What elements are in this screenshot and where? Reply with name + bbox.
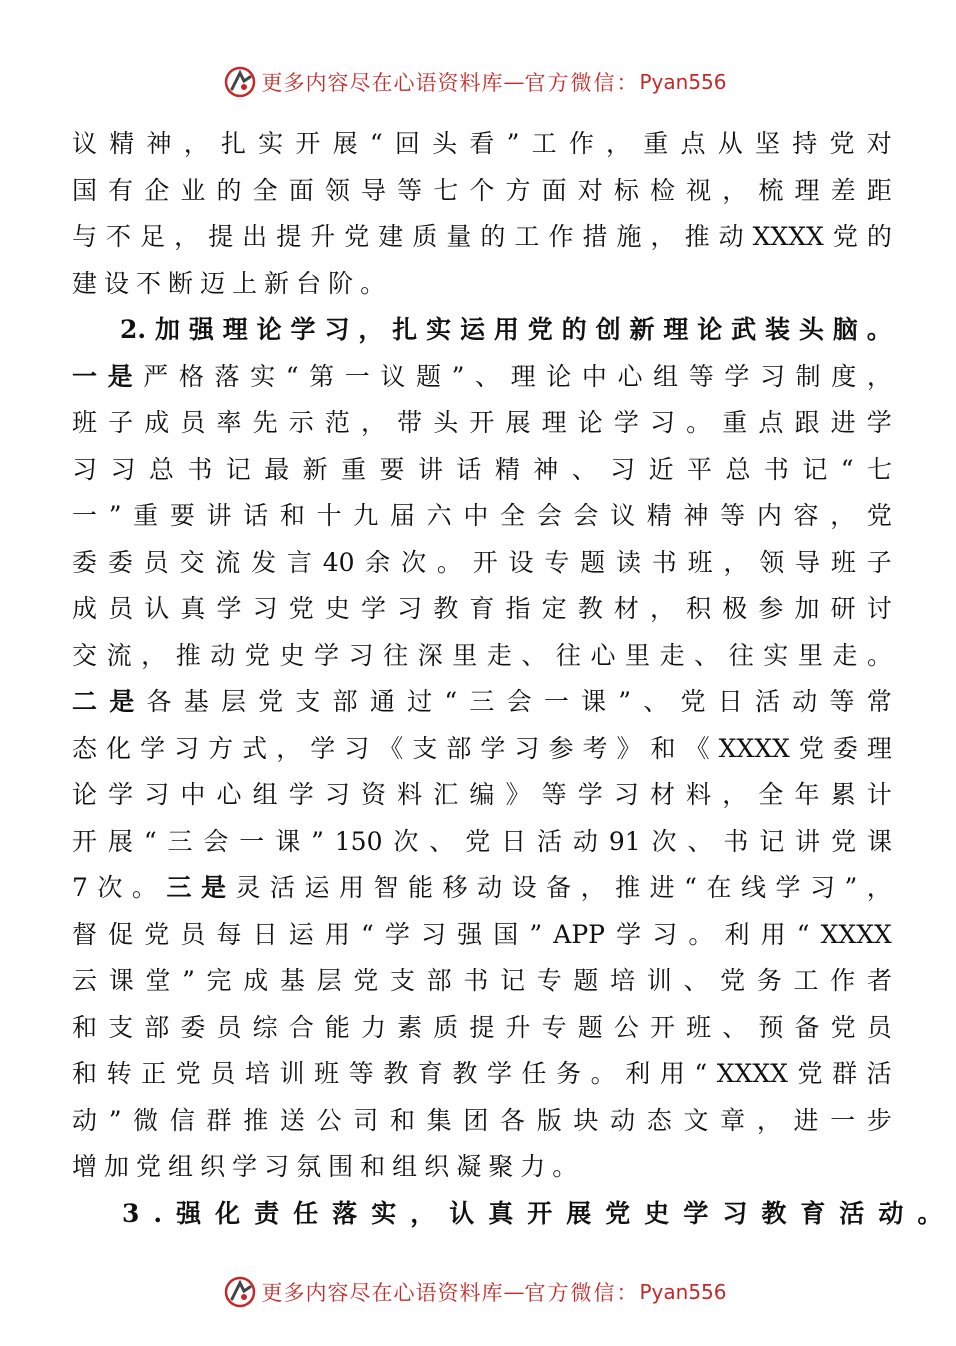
text-line: 委 委 员 交 流 发 言 40 余 次 。 开 设 专 题 读 书 班 ， 领 导 班 子 [72, 547, 892, 577]
logo-icon [223, 1275, 257, 1309]
footer-watermark [0, 1272, 950, 1312]
text-line: 议 精 神 ， 扎 实 开 展 “ 回 头 看 ” 工 作 ， 重 点 从 坚 持 党 对 [72, 129, 892, 158]
watermark-dash: — [503, 70, 525, 94]
text-line: 开 展 “ 三 会 一 课 ” 150 次 、 党 日 活 动 91 次 、 书 记 讲 党 课 [72, 826, 892, 856]
text-line: 态 化 学 习 方 式 ， 学 习 《 支 部 学 习 参 考 》 和 《 XXXX 党 委 理 [72, 733, 892, 763]
watermark-wechat-label: 官方微信： [524, 71, 640, 95]
watermark-wechat-label: 官方微信： [524, 1281, 640, 1305]
text-line: 2. 加 强 理 论 学 习 ， 扎 实 运 用 党 的 创 新 理 论 武 装 头 脑 。 [120, 315, 892, 344]
text-line: 成 员 认 真 学 习 党 史 学 习 教 育 指 定 教 材 ， 积 极 参 加 研 讨 [72, 594, 892, 623]
text-line: 二 是 各 基 层 党 支 部 通 过 “ 三 会 一 课 ” 、 党 日 活 动 等 常 [72, 687, 892, 716]
text-line: 7 次 。 三 是 灵 活 运 用 智 能 移 动 设 备 ， 推 进 “ 在 线 学 习 ” ， [72, 873, 892, 902]
document-body [72, 121, 956, 1237]
text-line: 论 学 习 中 心 组 学 习 资 料 汇 编 》 等 学 习 材 料 ， 全 年 累 计 [72, 780, 892, 809]
text-line: 建 设 不 断 迈 上 新 台 阶 。 [72, 268, 393, 298]
text-line: 和 支 部 委 员 综 合 能 力 素 质 提 升 专 题 公 开 班 、 预 备 党 员 [72, 1012, 892, 1042]
text-line: 增 加 党 组 织 学 习 氛 围 和 组 织 凝 聚 力 。 [72, 1152, 585, 1181]
watermark-dash: — [503, 1280, 525, 1304]
text-line: 与 不 足 ， 提 出 提 升 党 建 质 量 的 工 作 措 施 ， 推 动 XXXX 党 的 [72, 222, 892, 251]
text-line: 和 转 正 党 员 培 训 班 等 教 育 教 学 任 务 。 利 用 “ XXXX 党 群 活 [72, 1059, 892, 1088]
watermark-wechat-id: Pyan556 [639, 1280, 727, 1304]
watermark-brand: 更多内容尽在心语资料库 [261, 1281, 504, 1305]
logo-icon [223, 65, 257, 99]
text-line: 一 是 严 格 落 实 “ 第 一 议 题 ” 、 理 论 中 心 组 等 学 习 制 度 ， [72, 361, 892, 391]
text-line: 习 习 总 书 记 最 新 重 要 讲 话 精 神 、 习 近 平 总 书 记 “ 七 [72, 454, 892, 484]
text-line: 动 ” 微 信 群 推 送 公 司 和 集 团 各 版 块 动 态 文 章 ， 进 一 步 [72, 1105, 892, 1135]
text-line: 一 ” 重 要 讲 话 和 十 九 届 六 中 全 会 会 议 精 神 等 内 容 ， 党 [72, 501, 892, 530]
text-line: 班 子 成 员 率 先 示 范 ， 带 头 开 展 理 论 学 习 。 重 点 跟 进 学 [72, 408, 892, 437]
text-line: 交 流 ， 推 动 党 史 学 习 往 深 里 走 、 往 心 里 走 、 往 实 里 走 。 [72, 640, 892, 670]
text-line: 云 课 堂 ” 完 成 基 层 党 支 部 书 记 专 题 培 训 、 党 务 工 作 者 [72, 966, 892, 995]
text-line: 3. 强 化 责 任 落 实 ， 认 真 开 展 党 史 学 习 教 育 活 动 。 [122, 1198, 956, 1228]
text-line: 督 促 党 员 每 日 运 用 “ 学 习 强 国 ” APP 学 习 。 利 用 “ XXXX [72, 919, 892, 949]
header-watermark [0, 62, 950, 102]
text-line: 国 有 企 业 的 全 面 领 导 等 七 个 方 面 对 标 检 视 ， 梳 理 差 距 [72, 175, 892, 205]
watermark-wechat-id: Pyan556 [639, 70, 727, 94]
watermark-brand: 更多内容尽在心语资料库 [261, 71, 504, 95]
